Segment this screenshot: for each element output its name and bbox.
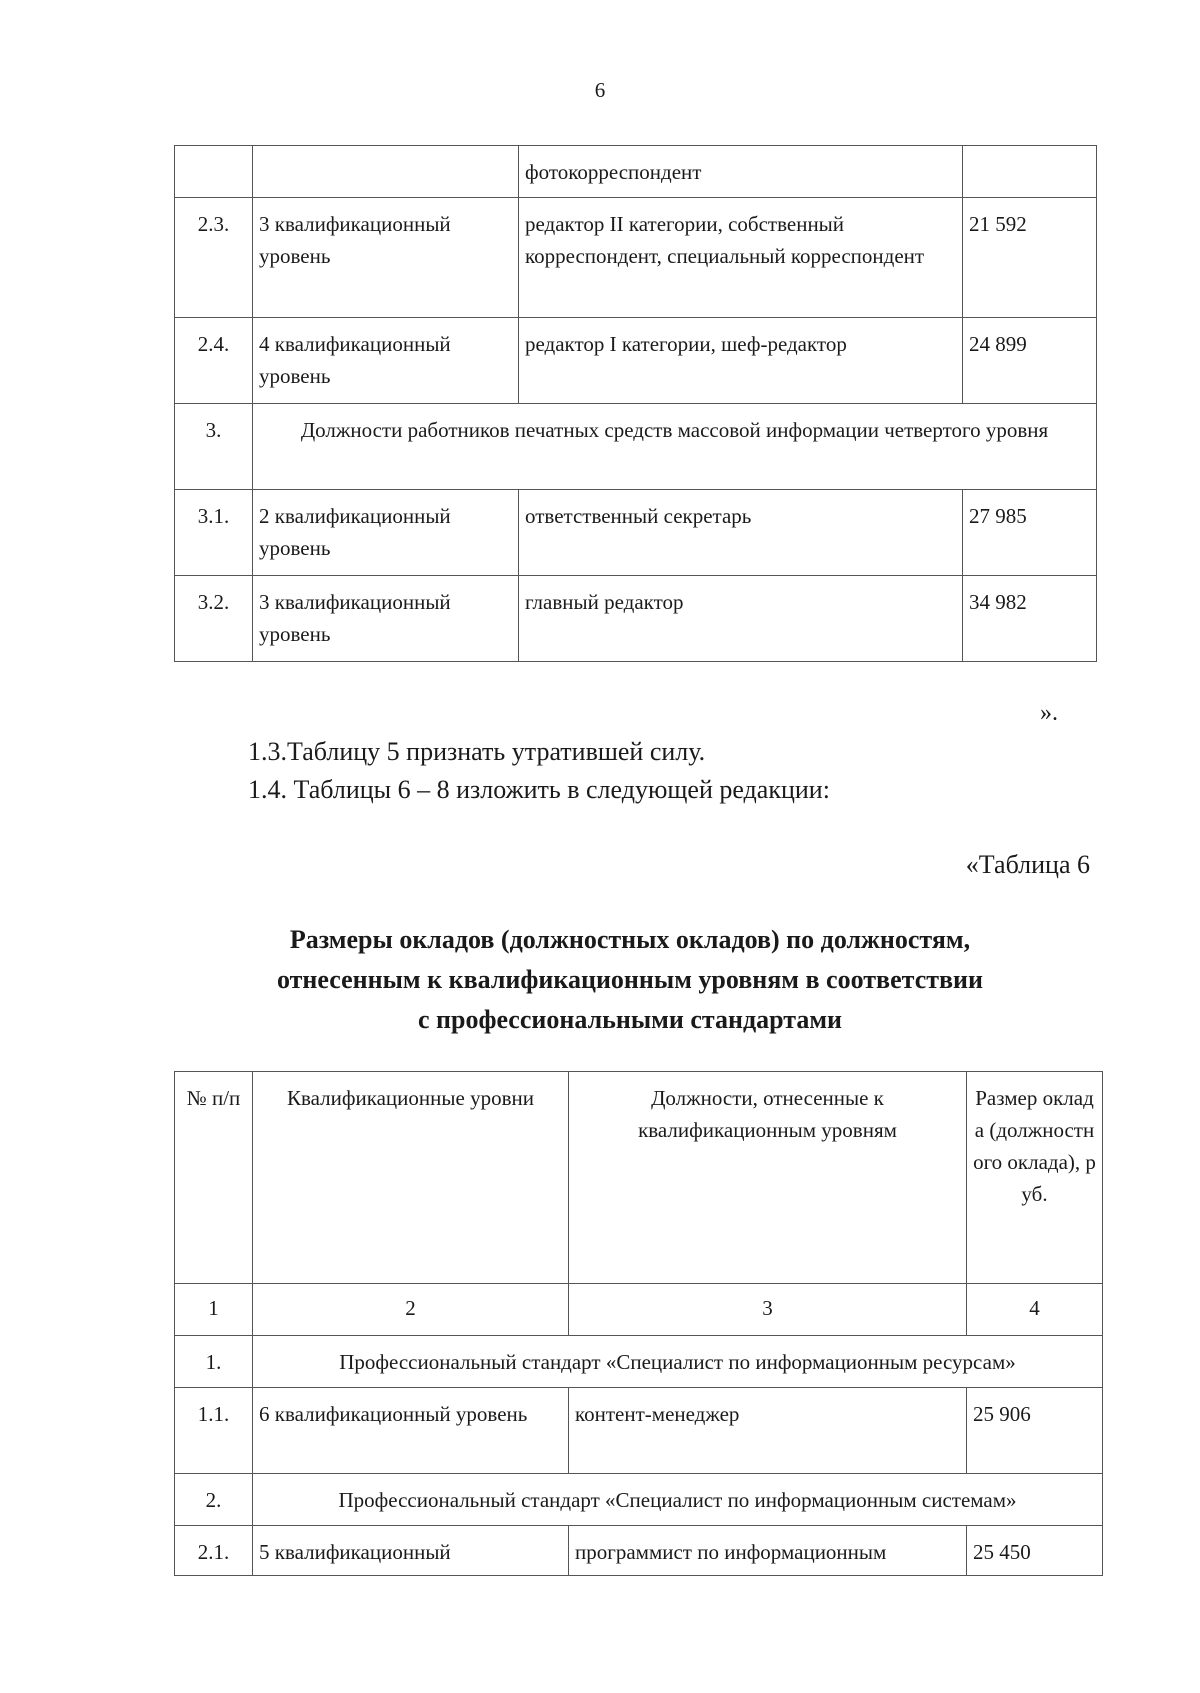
table-row <box>175 146 1097 198</box>
table-row <box>175 318 1097 404</box>
closing-quote: ». <box>1040 700 1058 726</box>
positions: редактор II категории, собственный корреспондент, специальный корреспондент <box>519 198 963 318</box>
table-group-row <box>175 1336 1103 1388</box>
table-caption: «Таблица 6 <box>965 850 1090 879</box>
row-number: 1.1. <box>175 1388 253 1474</box>
group-title: Должности работников печатных средств массовой информации четвертого уровня <box>253 404 1097 490</box>
page-number: 6 <box>594 78 606 102</box>
row-number <box>175 146 253 198</box>
row-number: 2.4. <box>175 318 253 404</box>
table-title <box>140 920 1120 1040</box>
table-title-line: с профессиональными стандартами <box>417 1005 843 1034</box>
column-number: 1 <box>175 1284 253 1336</box>
salary: 21 592 <box>963 198 1097 318</box>
row-number: 3. <box>175 404 253 490</box>
column-number: 3 <box>569 1284 967 1336</box>
qualification-level: 6 квалификационный уровень <box>253 1388 569 1474</box>
table-row <box>175 198 1097 318</box>
salary-table-6 <box>174 1071 1103 1576</box>
positions: главный редактор <box>519 576 963 662</box>
row-number: 3.2. <box>175 576 253 662</box>
salary: 25 450 <box>967 1526 1103 1576</box>
row-number: 2.3. <box>175 198 253 318</box>
salary <box>963 146 1097 198</box>
salary: 24 899 <box>963 318 1097 404</box>
row-number: 1. <box>175 1336 253 1388</box>
column-numbers-row <box>175 1284 1103 1336</box>
positions: ответственный секретарь <box>519 490 963 576</box>
header-levels: Квалификационные уровни <box>253 1072 569 1284</box>
header-number: № п/п <box>175 1072 253 1284</box>
table-header-row <box>175 1072 1103 1284</box>
header-positions: Должности, отнесенные к квалификационным уровням <box>569 1072 967 1284</box>
table-row <box>175 576 1097 662</box>
paragraph-1-4: 1.4. Таблицы 6 – 8 изложить в следующей редакции: <box>248 775 830 804</box>
table-group-row <box>175 1474 1103 1526</box>
group-title: Профессиональный стандарт «Специалист по информационным ресурсам» <box>253 1336 1103 1388</box>
column-number: 4 <box>967 1284 1103 1336</box>
table-row <box>175 1526 1103 1576</box>
positions: фотокорреспондент <box>519 146 963 198</box>
table-group-row <box>175 404 1097 490</box>
salary: 27 985 <box>963 490 1097 576</box>
row-number: 3.1. <box>175 490 253 576</box>
salary: 34 982 <box>963 576 1097 662</box>
salary: 25 906 <box>967 1388 1103 1474</box>
table-title-line: Размеры окладов (должностных окладов) по должностям, <box>289 925 971 954</box>
qualification-level: 4 квалификационный уровень <box>253 318 519 404</box>
row-number: 2.1. <box>175 1526 253 1576</box>
column-number: 2 <box>253 1284 569 1336</box>
positions: программист по информационным <box>569 1526 967 1576</box>
positions: редактор I категории, шеф-редактор <box>519 318 963 404</box>
table-title-line: отнесенным к квалификационным уровням в соответствии <box>276 965 984 994</box>
paragraph-1-3: 1.3.Таблицу 5 признать утратившей силу. <box>248 737 706 766</box>
header-salary: Размер оклада (должностного оклада), руб. <box>967 1072 1103 1284</box>
qualification-level: 3 квалификационный уровень <box>253 198 519 318</box>
qualification-level: 3 квалификационный уровень <box>253 576 519 662</box>
salary-table-continued <box>174 145 1097 662</box>
table-row <box>175 490 1097 576</box>
group-title: Профессиональный стандарт «Специалист по информационным системам» <box>253 1474 1103 1526</box>
row-number: 2. <box>175 1474 253 1526</box>
table-row <box>175 1388 1103 1474</box>
qualification-level: 2 квалификационный уровень <box>253 490 519 576</box>
positions: контент-менеджер <box>569 1388 967 1474</box>
qualification-level: 5 квалификационный <box>253 1526 569 1576</box>
qualification-level <box>253 146 519 198</box>
